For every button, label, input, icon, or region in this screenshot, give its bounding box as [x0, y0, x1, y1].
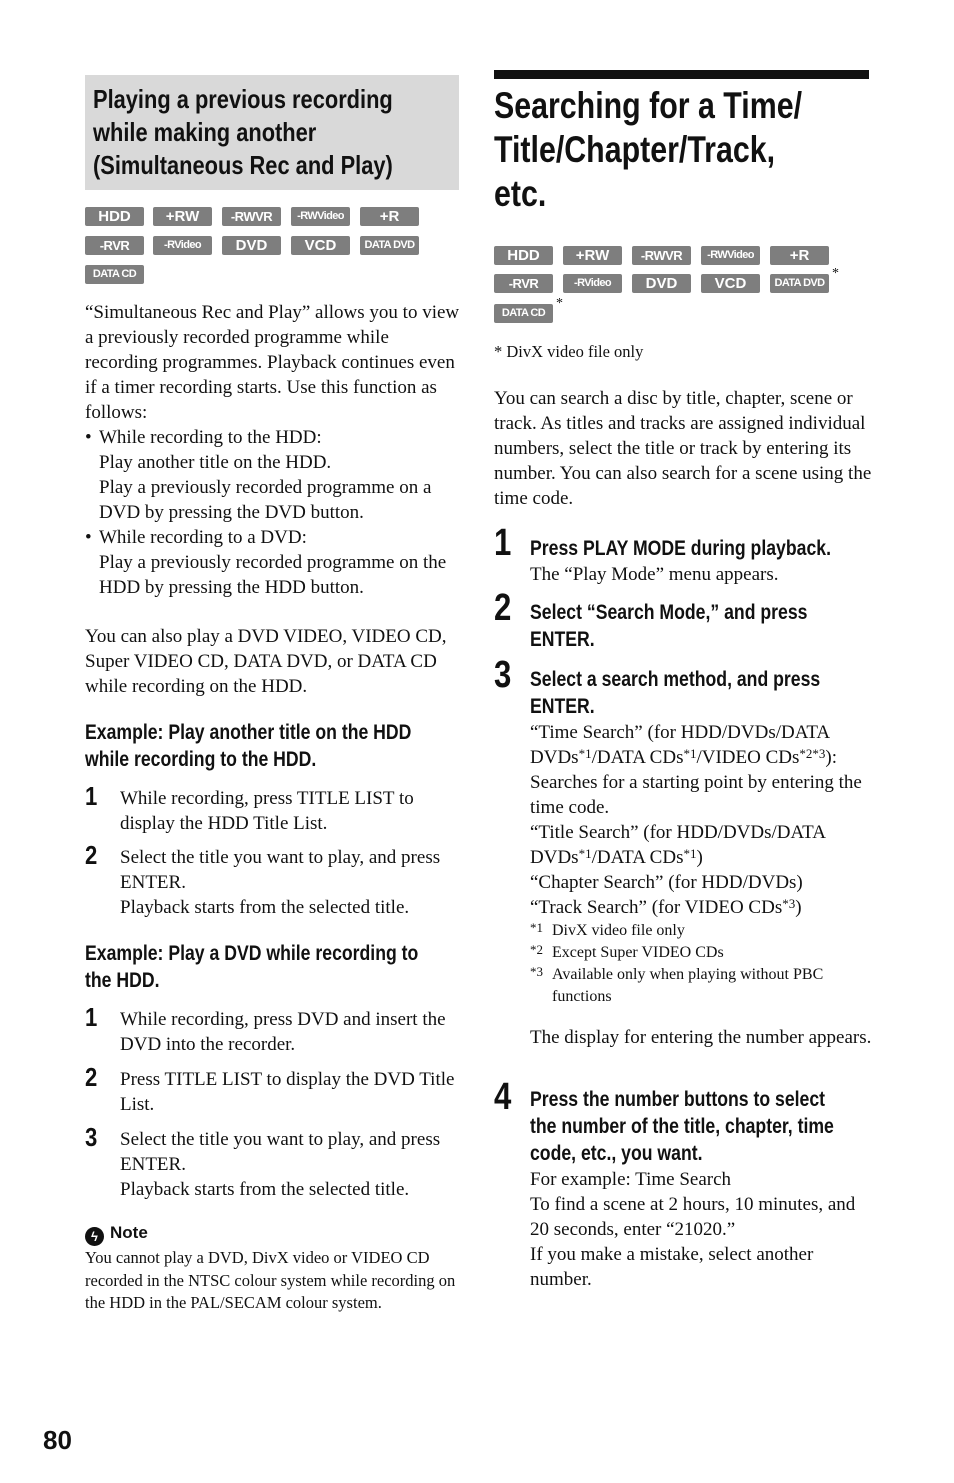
step-text: While recording, press TITLE LIST to display the HDD Title List. [120, 788, 414, 834]
badge-rw-video: -RWVideo [291, 207, 350, 226]
section-heading-box [85, 75, 459, 190]
badge-r-video: -RVideo [153, 236, 212, 255]
step-2: Select “Search Mode,” and press ENTER. [530, 601, 808, 651]
step-number: 1 [494, 522, 512, 564]
step-text: Select the title you want to play, and press ENTER. Playback starts from the selected title. [120, 847, 441, 918]
badge-plus-rw: +RW [153, 207, 212, 226]
step-number: 1 [85, 1002, 98, 1032]
footnote-star: * [556, 296, 563, 311]
step-number: 3 [494, 654, 512, 696]
badge-vcd: VCD [291, 236, 350, 255]
divx-note: * DivX video file only [494, 342, 644, 361]
intro-text: “Simultaneous Rec and Play” allows you to view a previously recorded programme while recording programmes. Playback continues even if a timer recording starts. Use this function as follows: • While recording to the HDD: Play another title on the HDD. Play a previously recorded programme on a DVD by pressing the DVD button. • While recording to a DVD: Play a previously recorded programme on the HDD by pressing the HDD button. [85, 300, 465, 600]
badge-plus-rw: +RW [563, 246, 622, 265]
search-options: “Time Search” (for HDD/DVDs/DATA DVDs$^{*1}$/DATA CDs$^{*1}$/VIDEO CDs$^{*2*3}$): Searches for a starting point by entering the time code. “Title Search” (for HDD/DVDs/DATA DVDs$^{*1}$/DATA CDs$^{*1}$) “Chapter Search” (for HDD/DVDs) “Track Search” (for VIDEO CDs$^{*3}$) [530, 722, 862, 918]
bullet-dvd: • While recording to a DVD: [85, 527, 307, 548]
badge-data-dvd: DATA DVD [770, 274, 829, 293]
footnote: *2 Except Super VIDEO CDs [530, 942, 724, 961]
badge-rw-vr: -RWVR [222, 207, 281, 226]
step-number: 2 [85, 840, 98, 870]
step-text: Press TITLE LIST to display the DVD Title List. [120, 1069, 455, 1115]
note-text: You cannot play a DVD, DivX video or VIDEO CD recorded in the NTSC colour system while recording on the HDD in the PAL/SECAM colour system. [85, 1248, 456, 1312]
badge-plus-r: +R [770, 246, 829, 265]
footnote: *3 Available only when playing without PBC functions [530, 964, 824, 1005]
step-number: 2 [494, 587, 512, 629]
page-title: Searching for a Time/ Title/Chapter/Track, etc. [494, 85, 802, 214]
badge-hdd: HDD [85, 207, 144, 226]
page-number: 80 [43, 1425, 72, 1455]
badge-r-vr: -RVR [85, 236, 144, 255]
footnote-star: * [832, 266, 839, 281]
section-heading: Playing a previous recording while making another (Simultaneous Rec and Play) [93, 84, 393, 180]
heading-rule [494, 70, 869, 79]
step-number: 4 [494, 1076, 512, 1118]
step-4: Press the number buttons to select the number of the title, chapter, time code, etc., you want. For example: Time Search To find a scene at 2 hours, 10 minutes, and 20 seconds, enter “21020.” If you make a mistake, select another number. [530, 1088, 856, 1290]
badge-rw-vr: -RWVR [632, 246, 691, 265]
badge-data-cd: DATA CD [85, 265, 144, 284]
step-number: 1 [85, 781, 98, 811]
step-3: Select a search method, and press ENTER. “Time Search” (for HDD/DVDs/DATA DVDs$^{*1}$/DATA CDs$^{*1}$/VIDEO CDs$^{*2*3}$): Searches for a starting point by entering the time code. “Title Search” (for HDD/DVDs/DATA DVDs$^{*1}$/DATA CDs$^{*1}$) “Chapter Search” (for HDD/DVDs) “Track Search” (for VIDEO CDs$^{*3}$) *1 DivX video file only *2 Except Super VIDEO CDs *3 Available only when playing without PBC functions The display for entering the number appears. [530, 666, 875, 1050]
footnote: *1 DivX video file only [530, 920, 685, 939]
example1-title: Example: Play another title on the HDD while recording to the HDD. [85, 721, 412, 771]
badge-hdd: HDD [494, 246, 553, 265]
example2-title: Example: Play a DVD while recording to the HDD. [85, 942, 419, 992]
step-text: Select the title you want to play, and press ENTER. Playback starts from the selected title. [120, 1129, 441, 1200]
badge-data-cd: DATA CD [494, 304, 553, 323]
badge-r-video: -RVideo [563, 274, 622, 293]
badge-plus-r: +R [360, 207, 419, 226]
bullet-hdd: • While recording to the HDD: [85, 427, 322, 448]
also-text: You can also play a DVD VIDEO, VIDEO CD, Super VIDEO CD, DATA DVD, or DATA CD while recording on the HDD. [85, 626, 447, 697]
step-number: 3 [85, 1122, 98, 1152]
badge-vcd: VCD [701, 274, 760, 293]
intro-text: You can search a disc by title, chapter, scene or track. As titles and tracks are assigned individual numbers, select the title or track by entering its number. You can also search for a scene using the time code. [494, 388, 872, 509]
badge-dvd: DVD [632, 274, 691, 293]
step-number: 2 [85, 1062, 98, 1092]
badge-rw-video: -RWVideo [701, 246, 760, 265]
display-text: The display for entering the number appears. [530, 1027, 872, 1048]
lightning-icon: ϟ [85, 1227, 104, 1246]
badge-data-dvd: DATA DVD [360, 236, 419, 255]
badge-dvd: DVD [222, 236, 281, 255]
badge-r-vr: -RVR [494, 274, 553, 293]
note-heading: ϟ Note [85, 1222, 148, 1246]
step-text: While recording, press DVD and insert the DVD into the recorder. [120, 1009, 446, 1055]
step-1: Press PLAY MODE during playback. The “Play Mode” menu appears. [530, 537, 831, 585]
